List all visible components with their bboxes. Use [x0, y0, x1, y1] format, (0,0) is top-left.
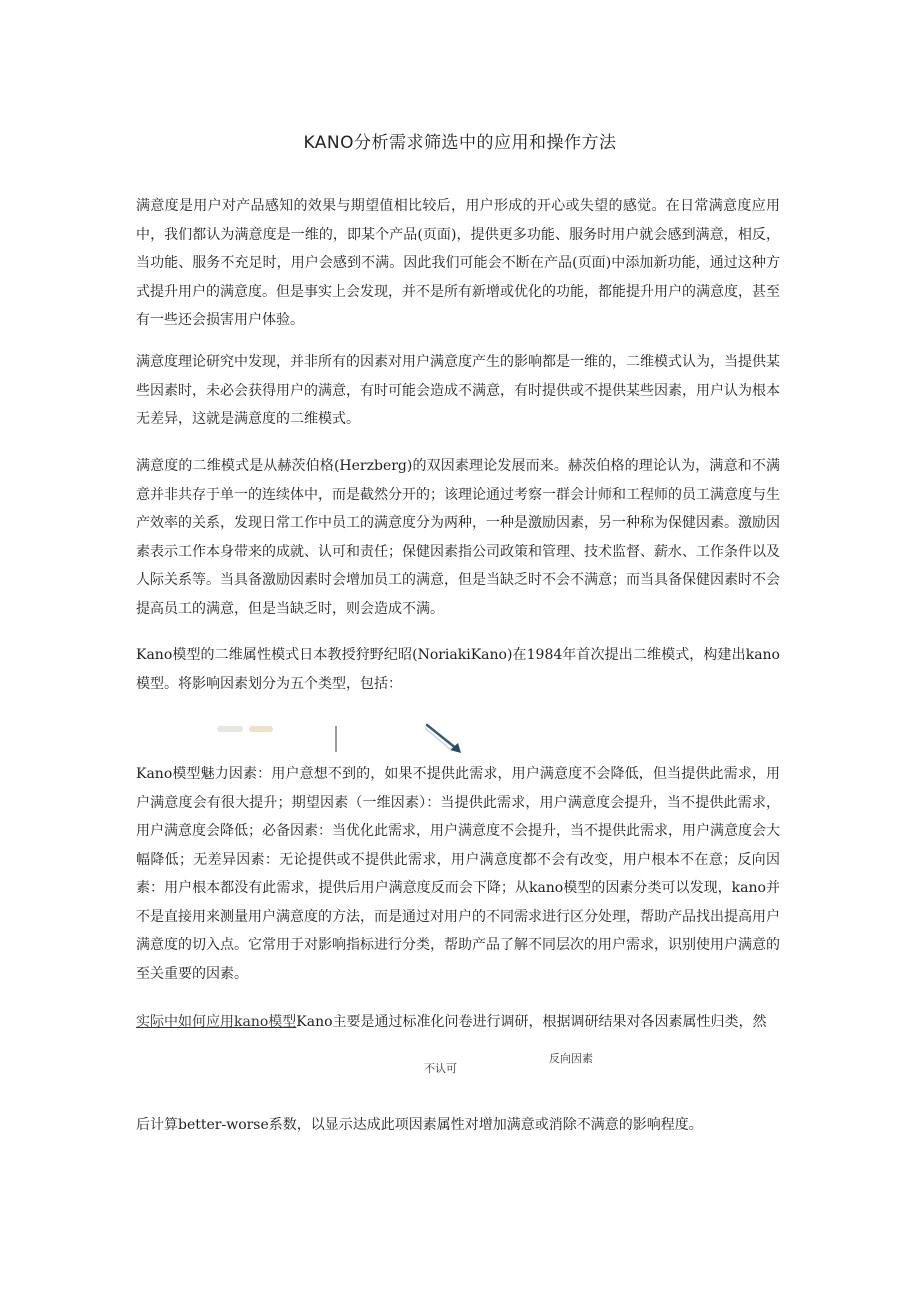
paragraph-application: [136, 1008, 780, 1037]
figure-label-reverse: 反向因素: [549, 1052, 593, 1065]
paragraph-better-worse: 后计算better-worse系数，以显示达成此项因素属性对增加满意或消除不满意的影响程度。: [136, 1117, 703, 1133]
paragraph-herzberg-theory: 满意度的二维模式是从赫茨伯格(Herzberg)的双因素理论发展而来。赫茨伯格的理论认为，满意和不满意并非共存于单一的连续体中，而是截然分开的；该理论通过考察一群会计师和工程师的员工满意度与生产效率的关系，发现日常工作中员工的满意度分为两种，一种是激励因素，另一种称为保健因素。激励因素表示工作本身带来的成就、认可和责任；保健因素指公司政策和管理、技术监督、薪水、工作条件以及人际关系等。当具备激励因素时会增加员工的满意，但是当缺乏时不会不满意；而当具备保健因素时不会提高员工的满意，但是当缺乏时，则会造成不满。: [136, 458, 780, 617]
kano-figure-fragment: [205, 712, 475, 758]
figure-blur-mark: [217, 726, 243, 732]
figure-vertical-line: [335, 726, 337, 752]
paragraph-kano-factors: Kano模型魅力因素：用户意想不到的，如果不提供此需求，用户满意度不会降低，但当提供此需求，用户满意度会有很大提升；期望因素（一维因素）：当提供此需求，用户满意度会提升，当不提供此需求，用户满意度会降低；必备因素：当优化此需求，用户满意度不会提升，当不提供此需求，用户满意度会大幅降低；无差异因素：无论提供或不提供此需求，用户满意度都不会有改变，用户根本不在意；反向因素：用户根本都没有此需求，提供后用户满意度反而会下降；从kano模型的因素分类可以发现，kano并不是直接用来测量用户满意度的方法，而是通过对用户的不同需求进行区分处理，帮助产品找出提高用户满意度的切入点。它常用于对影响指标进行分类，帮助产品了解不同层次的用户需求，识别使用户满意的至关重要的因素。: [136, 766, 780, 982]
figure-label-not-approved: 不认可: [424, 1062, 457, 1075]
page-title: KANO分析需求筛选中的应用和操作方法: [303, 133, 617, 153]
paragraph-satisfaction-intro: 满意度是用户对产品感知的效果与期望值相比较后，用户形成的开心或失望的感觉。在日常满意度应用中，我们都认为满意度是一维的，即某个产品(页面)，提供更多功能、服务时用户就会感到满意，相反，当功能、服务不充足时，用户会感到不满。因此我们可能会不断在产品(页面)中添加新功能，通过这种方式提升用户的满意度。但是事实上会发现，并不是所有新增或优化的功能，都能提升用户的满意度，甚至有一些还会损害用户体验。: [136, 198, 780, 328]
paragraph-two-dimension-model: 满意度理论研究中发现，并非所有的因素对用户满意度产生的影响都是一维的，二维模式认为，当提供某些因素时，未必会获得用户的满意，有时可能会造成不满意，有时提供或不提供某些因素，用户认为根本无差异，这就是满意度的二维模式。: [136, 354, 780, 427]
application-text: Kano主要是通过标准化问卷进行调研，根据调研结果对各因素属性归类，然: [296, 1014, 767, 1030]
down-right-arrow-icon: [423, 722, 467, 756]
paragraph-kano-origin: Kano模型的二维属性模式日本教授狩野纪昭(NoriakiKano)在1984年首次提出二维模式，构建出kano模型。将影响因素划分为五个类型，包括：: [136, 647, 780, 692]
application-link[interactable]: 实际中如何应用kano模型: [136, 1014, 297, 1030]
figure-blur-mark: [249, 726, 273, 732]
